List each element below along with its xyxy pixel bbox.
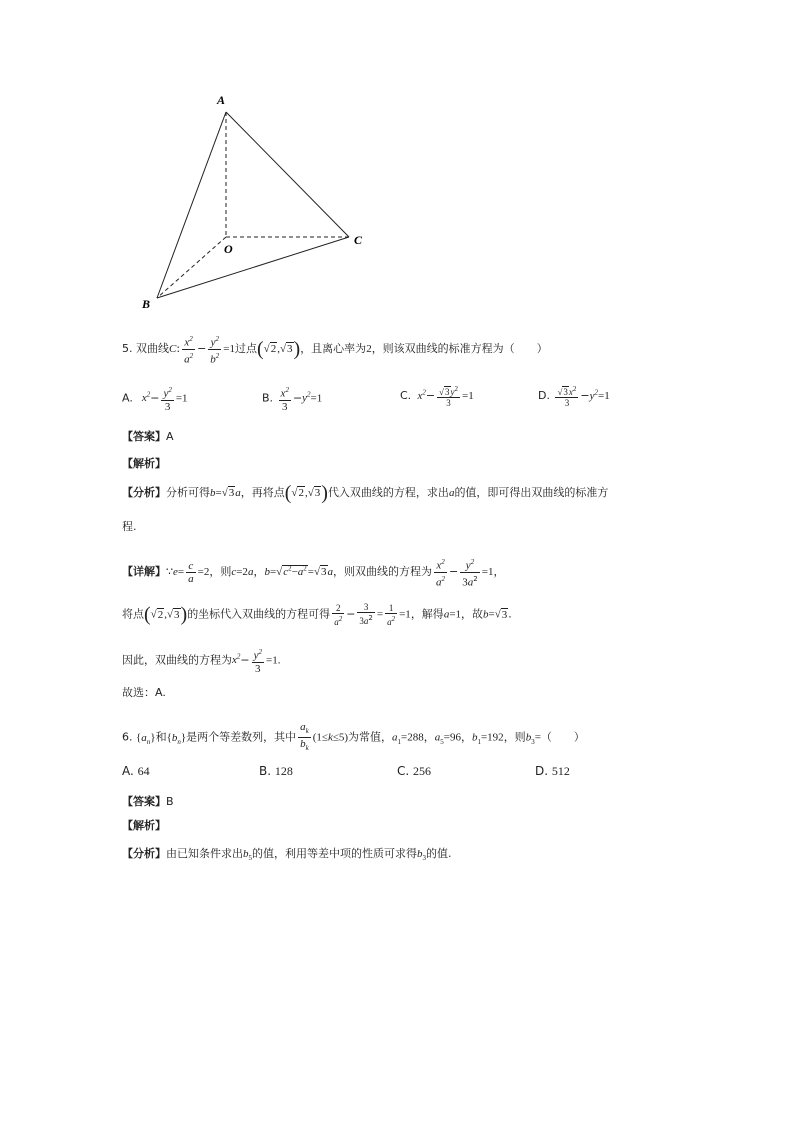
q5-curve-symbol: C: [169, 343, 177, 356]
q5-conclusion: 因此，双曲线的方程为$x^2-$ $\frac{y^2}{3}$ =1.: [122, 648, 281, 675]
fenxi-text: 的值.: [426, 847, 452, 860]
q6-answer: [122, 795, 174, 809]
q6-stem-text: ，则: [503, 730, 526, 744]
q6-option-a: [122, 764, 150, 779]
option-label: D.: [538, 389, 550, 402]
option-value: 512: [551, 764, 570, 778]
q6-analysis-tag: [122, 819, 166, 833]
q5-option-a: A. $x^2-$ $\frac{y^2}{3}$ =1: [122, 386, 188, 413]
q6-number: 6.: [122, 730, 133, 744]
vertex-label-A: A: [217, 93, 226, 107]
q5-analysis-tag: [122, 457, 166, 471]
option-value: 64: [137, 764, 150, 778]
edge-BC: [157, 237, 349, 298]
q5-stem-text: ，且离心率为: [300, 342, 367, 356]
vertex-label-C: C: [354, 233, 363, 247]
detail-text: ，则双曲线的方程为: [333, 565, 433, 579]
option-value: 256: [413, 764, 432, 778]
option-value: 128: [274, 764, 293, 778]
q5-eccentricity: 2: [366, 343, 372, 356]
option-label: A.: [122, 764, 134, 778]
q5-option-c: C. $x^2-$ $\frac{√3y^2}{3}$ =1: [400, 385, 474, 408]
fenxi-text: 由已知条件求出: [166, 847, 243, 860]
q5-option-d: D. $\frac{√3x^2}{3}$ $-y^2=1$: [538, 385, 610, 408]
q5-stem-text: 双曲线: [136, 342, 169, 356]
q5-fenxi-cont: [122, 520, 137, 534]
edge-AC: [226, 112, 349, 237]
option-label: C.: [400, 389, 412, 402]
q5-stem: 5. 双曲线C: $\frac{x^2}{a^2}$ − $\frac{y^2}{b^2}$ =1过点(√2,√3)，且离心率为2，则该双曲线的标准方程为（ ）: [122, 335, 548, 366]
q6-option-d: [535, 764, 570, 779]
option-label: D.: [535, 764, 549, 778]
detail-text: 因此，双曲线的方程为: [122, 653, 232, 667]
answer-value: A: [166, 430, 174, 443]
q5-option-b: B. $\frac{x^2}{3}$ $-y^2=1$: [262, 386, 323, 413]
option-label: A.: [122, 391, 133, 405]
q6-stem-text: 为常值，: [348, 730, 393, 744]
vertex-label-B: B: [142, 297, 151, 311]
detail-text: ，故: [461, 607, 484, 621]
q6-option-b: [259, 764, 293, 779]
answer-value: B: [166, 795, 174, 808]
answer-tag: 【答案】: [122, 795, 166, 808]
q5-choose: [122, 686, 166, 700]
fenxi-text: ，再将点: [240, 486, 285, 499]
q5-frac-y2b2: $\frac{y^2}{b^2}$: [210, 335, 220, 366]
vertex-label-O: O: [224, 242, 233, 256]
fenxi-text: 代入双曲线的方程，求出: [327, 486, 449, 499]
q6-stem-text: （: [540, 730, 552, 744]
detail-tag: 【详解】: [122, 565, 166, 579]
fenxi-text: 的值，利用等差中项的性质可求得: [252, 847, 417, 860]
q6-stem-text: 是两个等差数列，其中: [186, 730, 297, 744]
fenxi-text: 程.: [122, 520, 137, 533]
edge-AB: [157, 112, 226, 298]
q5-number: 5.: [122, 342, 133, 356]
q5-answer: [122, 430, 174, 444]
option-label: B.: [262, 391, 274, 405]
fenxi-tag: 【分析】: [122, 486, 166, 499]
detail-text: 的坐标代入双曲线的方程可得: [187, 607, 331, 621]
edge-OB-dashed: [157, 237, 226, 298]
q6-stem-text: ）: [573, 730, 585, 744]
fenxi-text: 的值，即可得出双曲线的标准方: [454, 486, 609, 499]
analysis-tag: 【解析】: [122, 457, 166, 470]
fenxi-tag: 【分析】: [122, 847, 166, 860]
option-label: C.: [397, 764, 410, 778]
q6-option-c: [397, 764, 431, 779]
q5-frac-x2a2: $\frac{x^2}{a^2}$: [184, 335, 194, 366]
q5-fenxi: 【分析】分析可得b=√3a，再将点(√2,√3)代入双曲线的方程，求出a的值，即可得出双曲线的标准方: [122, 482, 609, 504]
q5-detail: 【详解】∵e= $\frac{c}{a}$ =2，则c=2a，$b=√c^2-a^2=√3a$，则双曲线的方程为 $\frac{x^2}{a^2}$ − $\frac{y^2}{3a^2}$ =1，: [122, 558, 505, 589]
q6-stem-text: 和: [155, 730, 167, 744]
q5-stem-text: ）: [536, 342, 548, 356]
tetrahedron-figure: [140, 90, 380, 315]
q6-stem: 6. $\{a_n\}$和$\{b_n\}$是两个等差数列，其中 $\frac{a_k}{b_k}$ (1≤k≤5)为常值，$a_1=288$，$a_5=96$，$b_1=192$，则$b_3=$（ ）: [122, 721, 585, 753]
fenxi-text: 分析可得: [166, 486, 210, 499]
q5-substitution: 将点(√2,√3)的坐标代入双曲线的方程可得 $\frac{2}{a^2}$ − $\frac{3}{3a^2}$ = $\frac{1}{a^2}$ =1，解得a=1，故b=√3.: [122, 602, 512, 627]
analysis-tag: 【解析】: [122, 819, 166, 832]
choose-text: 故选：A.: [122, 686, 166, 699]
q5-stem-text: 过点: [235, 342, 257, 356]
option-label: B.: [259, 764, 272, 778]
detail-text: ，则: [209, 565, 232, 579]
answer-tag: 【答案】: [122, 430, 166, 443]
q5-stem-text: ，则该双曲线的标准方程为（: [371, 342, 515, 356]
detail-text: ，解得: [410, 607, 444, 621]
q6-fenxi: 【分析】由已知条件求出$b_5$的值，利用等差中项的性质可求得$b_3$的值.: [122, 847, 452, 863]
detail-text: 将点: [122, 607, 144, 621]
